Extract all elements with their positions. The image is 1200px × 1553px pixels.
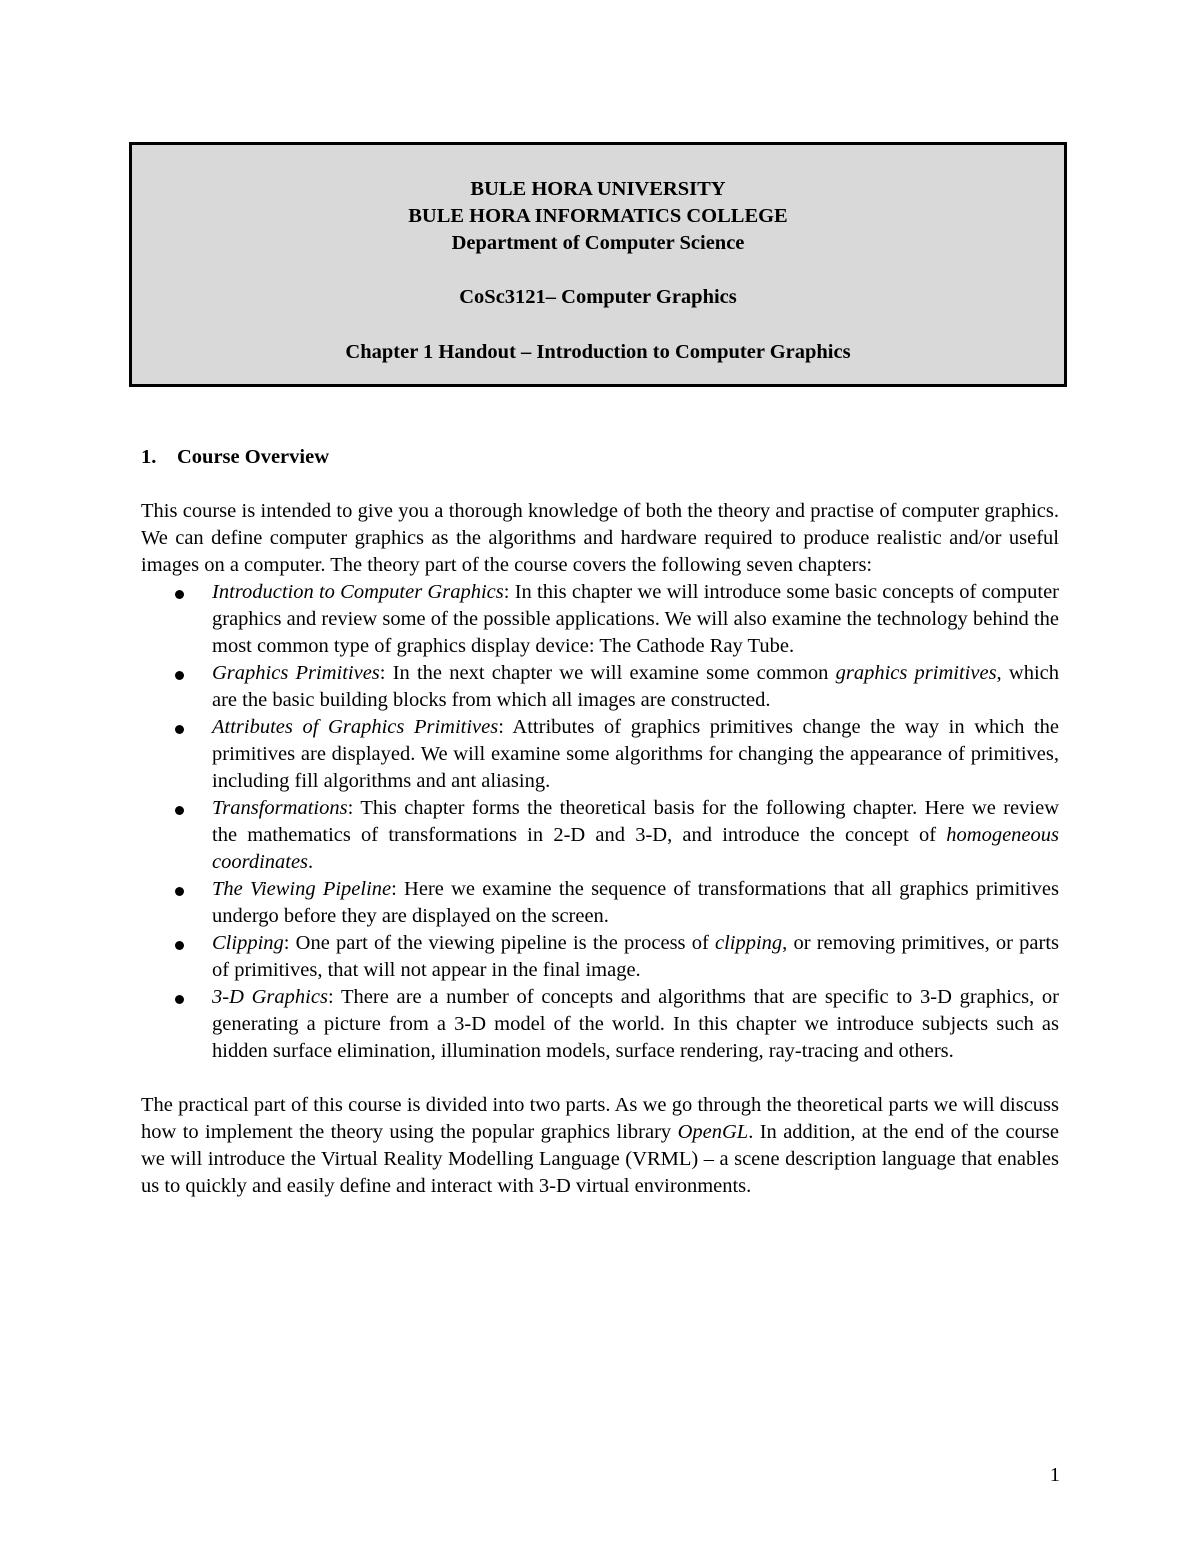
list-item: 3-D Graphics: There are a number of concepts and algorithms that are specific to 3-D graphics, or generating a picture from a 3-D model of the world. In this chapter we introduce subjects such as hidden surface elimination, illumination models, surface rendering, ray-tracing and others.: [212, 984, 1059, 1065]
list-item: Attributes of Graphics Primitives: Attributes of graphics primitives change the way in which the primitives are displayed. We will examine some algorithms for changing the appearance of primitives, including fill algorithms and ant aliasing.: [212, 714, 1059, 795]
section-heading: [141, 444, 1059, 471]
bullet-icon: [175, 941, 184, 950]
list-item: The Viewing Pipeline: Here we examine the sequence of transformations that all graphics primitives undergo before they are displayed on the screen.: [212, 876, 1059, 930]
section-title: Course Overview: [177, 446, 329, 468]
bullet-icon: [175, 671, 184, 680]
chapter-term: Graphics Primitives: [212, 662, 380, 684]
chapter-list: [141, 579, 1059, 1065]
title-box: [129, 142, 1067, 387]
university-name: BULE HORA UNIVERSITY: [470, 178, 726, 200]
section-number: 1.: [141, 446, 157, 468]
chapter-description: Here we examine the sequence of transformations that all graphics primitives undergo before they are displayed on the screen.: [212, 878, 1059, 927]
bullet-icon: [175, 806, 184, 815]
emphasis-term: graphics primitives: [835, 662, 997, 684]
bullet-icon: [175, 887, 184, 896]
list-item: Graphics Primitives: In the next chapter we will examine some common graphics primitives, which are the basic building blocks from which all images are constructed.: [212, 660, 1059, 714]
college-name: BULE HORA INFORMATICS COLLEGE: [408, 205, 788, 227]
chapter-term: Attributes of Graphics Primitives: [212, 716, 499, 738]
chapter-term: The Viewing Pipeline: [212, 878, 392, 900]
list-item: Transformations: This chapter forms the theoretical basis for the following chapter. Here we review the mathematics of transformations in 2-D and 3-D, and introduce the concept of homogeneous coordinates.: [212, 795, 1059, 876]
chapter-term: 3-D Graphics: [212, 986, 328, 1008]
department-name: Department of Computer Science: [451, 232, 745, 254]
practical-paragraph: The practical part of this course is divided into two parts. As we go through the theoretical parts we will discuss how to implement the theory using the popular graphics library OpenGL. In addition, at the end of the course we will introduce the Virtual Reality Modelling Language (VRML) – a scene description language that enables us to quickly and easily define and interact with 3-D virtual environments.: [141, 1094, 1059, 1197]
emphasis-term: homogeneous coordinates: [212, 824, 1059, 873]
page-number: 1: [1049, 1464, 1060, 1486]
chapter-title: Chapter 1 Handout – Introduction to Computer Graphics: [345, 341, 851, 363]
list-item: Clipping: One part of the viewing pipeline is the process of clipping, or removing primitives, or parts of primitives, that will not appear in the final image.: [212, 930, 1059, 984]
chapter-description: There are a number of concepts and algorithms that are specific to 3-D graphics, or generating a picture from a 3-D model of the world. In this chapter we introduce subjects such as hidden surface elimination, illumination models, surface rendering, ray-tracing and others.: [212, 986, 1060, 1062]
chapter-description: One part of the viewing pipeline is the process of: [295, 932, 715, 954]
main-content: [141, 444, 1059, 1200]
emphasis-term: OpenGL: [677, 1121, 749, 1143]
chapter-description: In the next chapter we will examine some common: [392, 662, 836, 684]
chapter-term: Introduction to Computer Graphics: [212, 581, 504, 603]
chapter-description: In this chapter we will introduce some basic concepts of computer graphics and review some of the possible applications. We will also examine the technology behind the most common type of graphics display device: The Cathode Ray Tube.: [212, 581, 1059, 657]
bullet-icon: [175, 725, 184, 734]
chapter-term: Transformations: [212, 797, 348, 819]
chapter-description: Attributes of graphics primitives change the way in which the primitives are displayed. We will examine some algorithms for changing the appearance of primitives, including fill algorithms and ant aliasing.: [212, 716, 1059, 792]
intro-paragraph: This course is intended to give you a thorough knowledge of both the theory and practise of computer graphics. We can define computer graphics as the algorithms and hardware required to produce realistic and/or useful images on a computer. The theory part of the course covers the following seven chapters:: [141, 500, 1059, 576]
bullet-icon: [175, 995, 184, 1004]
list-item: Introduction to Computer Graphics: In this chapter we will introduce some basic concepts of computer graphics and review some of the possible applications. We will also examine the technology behind the most common type of graphics display device: The Cathode Ray Tube.: [212, 579, 1059, 660]
bullet-icon: [175, 590, 184, 599]
chapter-description: This chapter forms the theoretical basis for the following chapter. Here we review the mathematics of transformations in 2-D and 3-D, and introduce the concept of: [212, 797, 1060, 846]
emphasis-term: clipping: [714, 932, 783, 954]
course-title: CoSc3121– Computer Graphics: [459, 286, 737, 308]
chapter-term: Clipping: [212, 932, 284, 954]
